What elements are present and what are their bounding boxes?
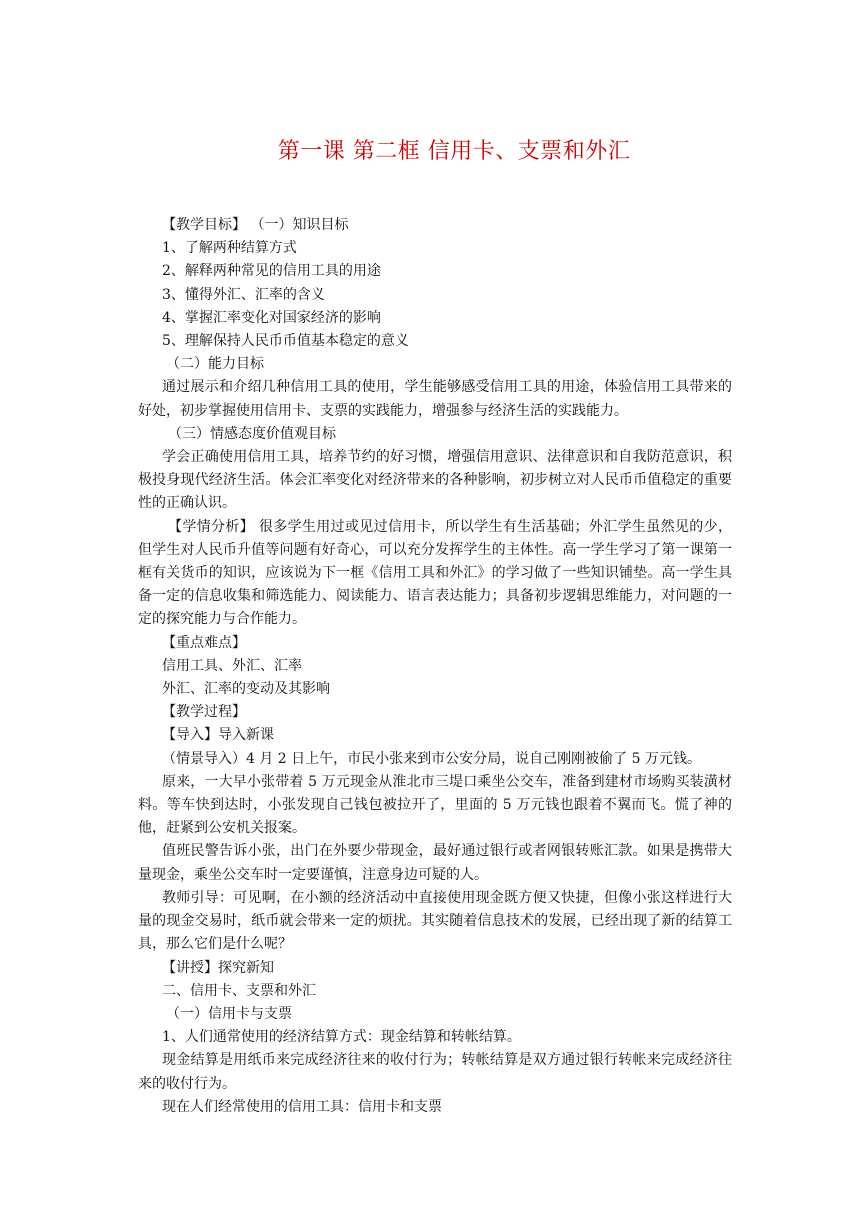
knowledge-objective-2: 2、解释两种常见的信用工具的用途 — [162, 263, 381, 280]
knowledge-objective-5: 5、理解保持人民币币值基本稳定的意义 — [162, 333, 409, 350]
student-analysis: 【学情分析】 很多学生用过或见过信用卡，所以学生有生活基础；外汇学生虽然见的少，但学生对人民币升值等问题有好奇心，可以充分发挥学生的主体性。高一学生学习了第一课第一框有关货币的知识，应该说为下一框《信用工具和外汇》的学习做了一些知识铺垫。高一学生具备一定的信息收集和筛选能力、阅读能力、语言表达能力；具备初步逻辑思维能力，对问题的一定的探究能力与合作能力。 — [138, 518, 732, 628]
knowledge-objective-1: 1、了解两种结算方式 — [162, 240, 297, 257]
teaching-objectives-heading: 【教学目标】 （一）知识目标 — [162, 217, 349, 233]
attitude-objective-heading: （三）情感态度价值观目标 — [168, 425, 336, 442]
lecture-heading: 【讲授】探究新知 — [162, 959, 274, 976]
key-point: 信用工具、外汇、汇率 — [162, 657, 302, 674]
police-advice-text: 值班民警告诉小张，出门在外要少带现金，最好通过银行或者网银转账汇款。如果是携带大量现金，乘坐公交车时一定要谨慎，注意身边可疑的人。 — [138, 843, 732, 883]
key-points-heading: 【重点难点】 — [162, 634, 246, 651]
ability-objective-heading: （二）能力目标 — [166, 356, 264, 373]
story-text: 原来，一大早小张带着 5 万元现金从淮北市三堤口乘坐公交车，准备到建材市场购买装潢材料。等车快到达时，小张发现自己钱包被拉开了，里面的 5 万元钱也跟着不翼而飞。慌了神的他，赶紧到公安机关报案。 — [138, 773, 732, 837]
knowledge-objective-3: 3、懂得外汇、汇率的含义 — [162, 286, 325, 303]
credit-card-cheque-heading: （一）信用卡与支票 — [166, 1005, 292, 1022]
settlement-definition-text: 现金结算是用纸币来完成经济往来的收付行为；转帐结算是双方通过银行转帐来完成经济往来的收付行为。 — [138, 1052, 732, 1092]
settlement-methods-text: 1、人们通常使用的经济结算方式：现金结算和转帐结算。 — [162, 1029, 521, 1046]
document-body — [138, 214, 732, 1119]
section-two-heading: 二、信用卡、支票和外汇 — [162, 982, 316, 999]
credit-tools-text: 现在人们经常使用的信用工具：信用卡和支票 — [162, 1098, 442, 1115]
difficult-point: 外汇、汇率的变动及其影响 — [162, 681, 330, 698]
ability-objective-text: 通过展示和介绍几种信用工具的使用，学生能够感受信用工具的用途，体验信用工具带来的好处，初步掌握使用信用卡、支票的实践能力，增强参与经济生活的实践能力。 — [138, 379, 732, 419]
document-title: 第一课 第二框 信用卡、支票和外汇 — [277, 139, 631, 164]
scenario-text: （情景导入）4 月 2 日上午，市民小张来到市公安分局，说自己刚刚被偷了 5 万元钱。 — [162, 750, 701, 767]
introduction-heading: 【导入】导入新课 — [162, 727, 274, 744]
teacher-guidance-text: 教师引导：可见啊，在小额的经济活动中直接使用现金既方便又快捷，但像小张这样进行大量的现金交易时，纸币就会带来一定的烦扰。其实随着信息技术的发展，已经出现了新的结算工具，那么它们是什么呢？ — [138, 889, 732, 953]
attitude-objective-text: 学会正确使用信用工具，培养节约的好习惯，增强信用意识、法律意识和自我防范意识，积极投身现代经济生活。体会汇率变化对经济带来的各种影响，初步树立对人民币币值稳定的重要性的正确认识。 — [138, 449, 732, 512]
knowledge-objective-4: 4、掌握汇率变化对国家经济的影响 — [162, 309, 381, 326]
teaching-process-heading: 【教学过程】 — [162, 704, 246, 721]
